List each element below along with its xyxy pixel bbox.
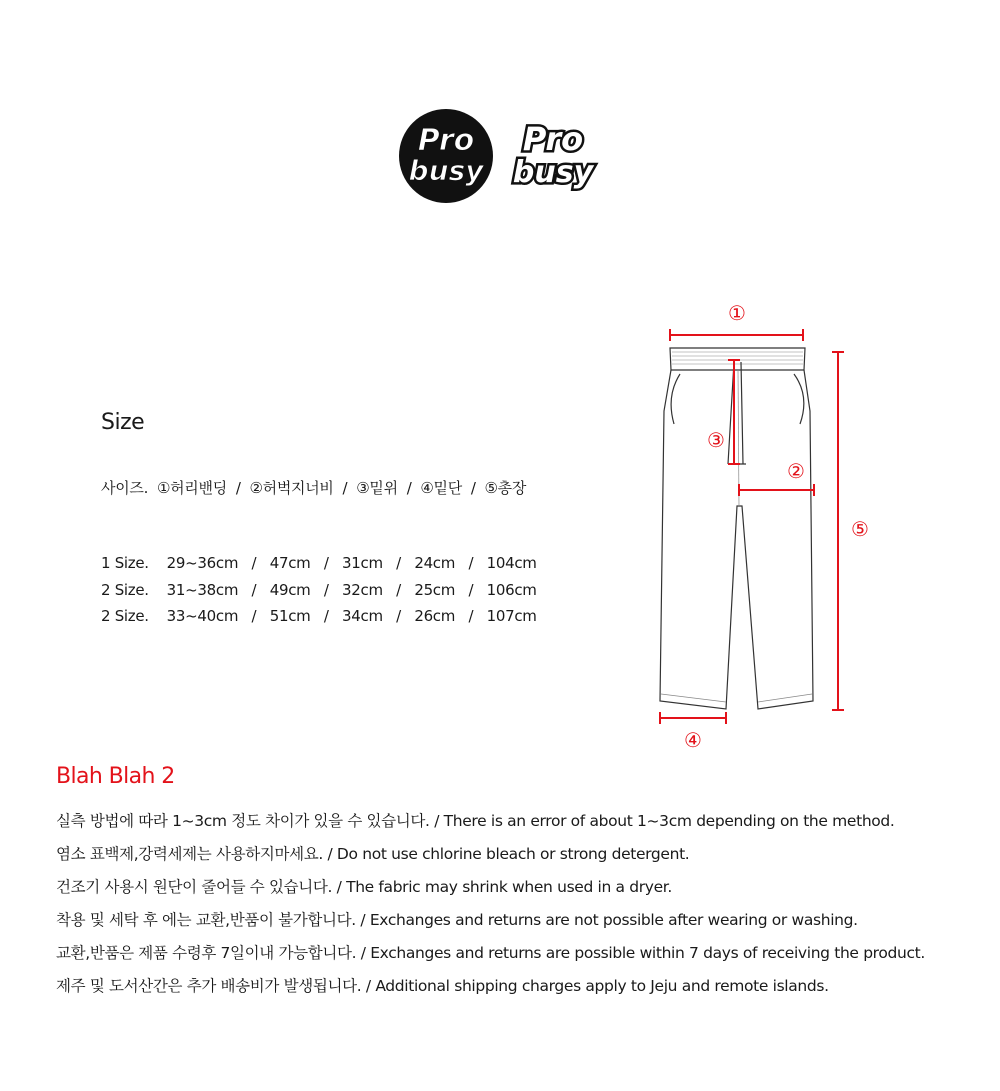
marker-2: ② xyxy=(787,459,805,483)
notes-title: Blah Blah 2 xyxy=(56,764,175,789)
pants-illustration xyxy=(650,296,869,756)
logo-plain-text-bottom: busy xyxy=(512,155,594,190)
note-line-5: 교환,반품은 제품 수령후 7일이내 가능합니다. / Exchanges and returns are possible within 7 days of receiving the product. xyxy=(56,944,925,962)
size-row-1: 1 Size. 29~36cm / 47cm / 31cm / 24cm / 104cm xyxy=(101,554,537,572)
brand-logos xyxy=(398,104,608,204)
marker-3: ③ xyxy=(707,428,725,452)
pants-diagram xyxy=(650,296,869,756)
notes-list xyxy=(56,808,925,1006)
note-line-1: 실측 방법에 따라 1~3cm 정도 차이가 있을 수 있습니다. / There is an error of about 1~3cm depending on the method. xyxy=(56,812,895,830)
brand-logo-graphic xyxy=(398,104,608,204)
marker-1: ① xyxy=(728,301,746,325)
note-line-2: 염소 표백제,강력세제는 사용하지마세요. / Do not use chlorine bleach or strong detergent. xyxy=(56,845,690,863)
logo-plain-text-top: Pro xyxy=(522,120,584,158)
size-legend: 사이즈. ①허리밴딩 / ②허벅지너비 / ③밑위 / ④밑단 / ⑤총장 xyxy=(101,479,527,497)
logo-circle-text-bottom: busy xyxy=(408,154,484,187)
note-line-6: 제주 및 도서산간은 추가 배송비가 발생됩니다. / Additional shipping charges apply to Jeju and remote islands. xyxy=(56,977,829,995)
size-row-3: 2 Size. 33~40cm / 51cm / 34cm / 26cm / 107cm xyxy=(101,607,537,625)
marker-4: ④ xyxy=(684,728,702,752)
note-line-4: 착용 및 세탁 후 에는 교환,반품이 불가합니다. / Exchanges and returns are not possible after wearing or washing. xyxy=(56,911,858,929)
size-row-2: 2 Size. 31~38cm / 49cm / 32cm / 25cm / 106cm xyxy=(101,580,537,599)
size-title: Size xyxy=(101,410,145,435)
size-table xyxy=(101,554,537,634)
logo-circle-text-top: Pro xyxy=(417,123,475,158)
marker-5: ⑤ xyxy=(851,517,869,541)
note-line-3: 건조기 사용시 원단이 줄어들 수 있습니다. / The fabric may shrink when used in a dryer. xyxy=(56,878,672,896)
